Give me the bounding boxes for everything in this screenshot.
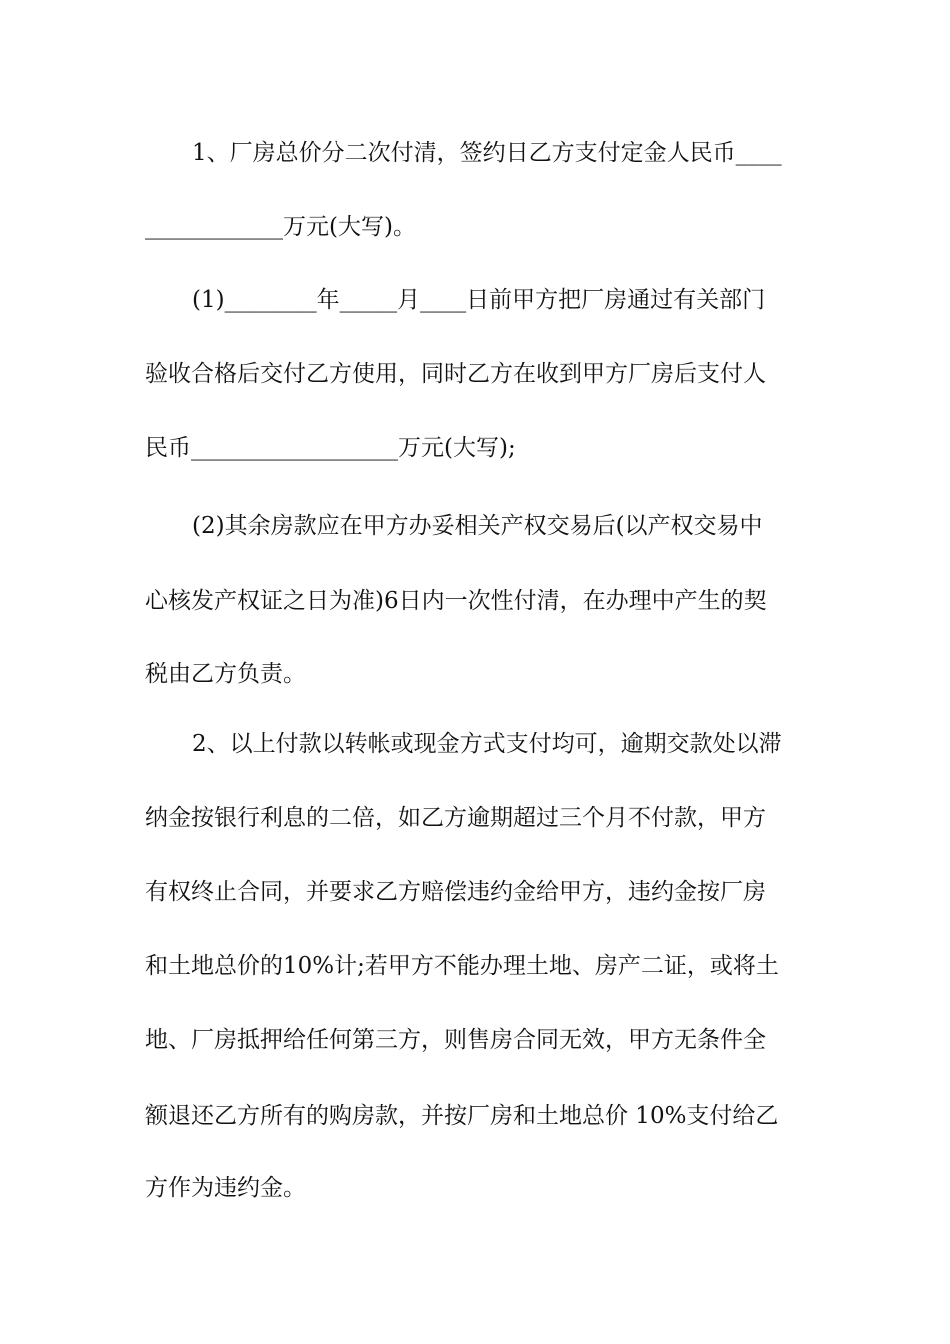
clause-1-line-1: (1)________年_____月____日前甲方把厂房通过有关部门 <box>192 287 766 313</box>
clause-1-line-3: 民币__________________万元(大写); <box>145 435 516 461</box>
paragraph-2-line-1: 2、以上付款以转帐或现金方式支付均可，逾期交款处以滞 <box>192 731 782 757</box>
clause-2-line-2: 心核发产权证之日为准)6日内一次性付清，在办理中产生的契 <box>145 588 767 614</box>
paragraph-2-line-4: 和土地总价的10%计;若甲方不能办理土地、房产二证，或将土 <box>145 953 779 979</box>
paragraph-2-line-7: 方作为违约金。 <box>145 1175 306 1201</box>
paragraph-2-line-6: 额退还乙方所有的购房款，并按厂房和土地总价 10%支付给乙 <box>145 1103 779 1129</box>
paragraph-2-line-5: 地、厂房抵押给任何第三方，则售房合同无效，甲方无条件全 <box>145 1027 766 1053</box>
clause-1-line-2: 验收合格后交付乙方使用，同时乙方在收到甲方厂房后支付人 <box>145 361 766 387</box>
paragraph-1-line-1: 1、厂房总价分二次付清，签约日乙方支付定金人民币____ <box>192 140 782 166</box>
clause-2-line-3: 税由乙方负责。 <box>145 661 306 687</box>
paragraph-2-line-3: 有权终止合同，并要求乙方赔偿违约金给甲方，违约金按厂房 <box>145 879 766 905</box>
clause-2-line-1: (2)其余房款应在甲方办妥相关产权交易后(以产权交易中 <box>192 513 763 539</box>
paragraph-2-line-2: 纳金按银行利息的二倍，如乙方逾期超过三个月不付款，甲方 <box>145 805 766 831</box>
paragraph-1-line-2: ____________万元(大写)。 <box>145 214 416 240</box>
